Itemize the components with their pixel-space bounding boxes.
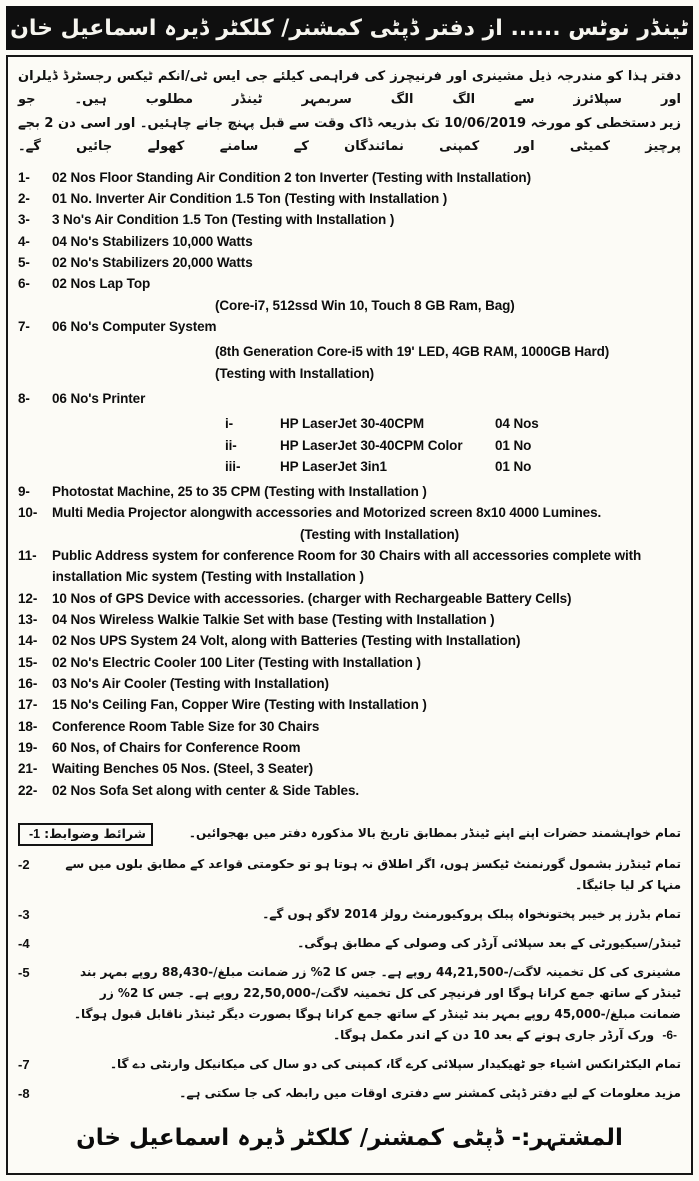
term-text: تمام خواہشمند حضرات اپنے اپنے ٹینڈر بمطابق تاریخ بالا مذکورہ دفتر میں بھجوائیں۔ (188, 826, 681, 841)
term-5-text: مشینری کی کل تخمینہ لاگت/-44,21,500 روپے ہے۔ جس کا 2% زر ضمانت مبلغ/-88,430 روپے بمہر بند ٹینڈر کے ساتھ جمع کرانا ہوگا اور فرنیچر کی کل تخمینہ لاگت/-22,50,000 روپے ہے۔ جس کا 2% زر ضمانت مبلغ/-45,000 روپے بمہر بند ٹینڈر کے ساتھ جمع کرانا ہوگا بصورت دیگر ٹینڈر ناقابل قبول ہوگا۔ (73, 965, 681, 1022)
term-number: -3 (18, 907, 30, 923)
notice-header-bar (6, 6, 693, 50)
item-number: 8- (18, 390, 30, 406)
item-number: 14- (18, 633, 38, 649)
term-text: تمام الیکٹرانکس اشیاء جو ٹھیکیدار سپلائی کرے گا، کمپنی کی دو سال کی میکانیکل وارنٹی دے گا۔ (109, 1057, 681, 1072)
advertiser-signature: المشتہر:- ڈپٹی کمشنر/ کلکٹر ڈیرہ اسماعیل خان (76, 1125, 623, 1151)
item-number: 10- (18, 505, 38, 521)
tender-item-6 (18, 273, 681, 294)
printer-name: HP LaserJet 30-40CPM (280, 416, 425, 432)
item-text: Waiting Benches 05 Nos. (Steel, 3 Seater) (52, 761, 313, 777)
intro-paragraph (18, 65, 681, 159)
item-number: 7- (18, 318, 30, 334)
tender-item-19 (18, 737, 681, 758)
item-number: 21- (18, 761, 38, 777)
item-number: 18- (18, 718, 38, 734)
item-number: 22- (18, 782, 38, 798)
term-row-1 (18, 823, 681, 846)
printer-qty: 04 Nos (495, 416, 539, 432)
item-text: 02 No's Electric Cooler 100 Liter (Testing with Installation ) (52, 654, 421, 670)
tender-item-16 (18, 673, 681, 694)
tender-item-3 (18, 209, 681, 230)
item-number: 12- (18, 590, 38, 606)
tender-item-9 (18, 481, 681, 502)
tender-item-12 (18, 588, 681, 609)
tender-item-7 (18, 316, 681, 337)
printer-roman: ii- (225, 437, 237, 453)
item-number: 4- (18, 233, 30, 249)
item-text: 3 No's Air Condition 1.5 Ton (Testing with Installation ) (52, 212, 395, 228)
term-number: -8 (18, 1086, 30, 1102)
printer-row-1 (18, 413, 681, 434)
tender-item-17 (18, 694, 681, 715)
printer-qty: 01 No (495, 437, 532, 453)
item-text: Conference Room Table Size for 30 Chairs (52, 718, 320, 734)
tender-item-2 (18, 188, 681, 209)
intro-line-2: زیر دستخطی کو مورخہ 10/06/2019 تک بذریعہ ڈاک وقت سے قبل پہنچ جانے چاہئیں۔ اور اسی دن 2 بجے پرچیز کمیٹی اور کمپنی نمائندگان کے سامنے کھولے جائیں گے۔ (18, 115, 681, 155)
term-text: تمام بڈرز پر خیبر پختونخواہ پبلک پروکیورمنٹ رولز 2014 لاگو ہوں گے۔ (262, 907, 681, 922)
item-number: 19- (18, 740, 38, 756)
tender-item-8 (18, 388, 681, 409)
item-10-spec: (Testing with Installation) (300, 526, 460, 542)
item-text: 01 No. Inverter Air Condition 1.5 Ton (Testing with Installation ) (52, 190, 448, 206)
printer-row-2 (18, 435, 681, 456)
term-text: تمام ٹینڈرز بشمول گورنمنٹ ٹیکسز ہوں، اگر اطلاق نہ ہوتا ہو تو حکومتی قواعد کے مطابق بلوں میں سے منہا کر لیا جائیگا۔ (65, 857, 681, 893)
term-row-3 (18, 904, 681, 925)
item-text: Public Address system for conference Room for 30 Chairs with all accessories complete with installation Mic system (Testing with Installation ) (52, 548, 642, 585)
notice-title: ٹینڈر نوٹس ...... از دفتر ڈپٹی کمشنر/ کلکٹر ڈیرہ اسماعیل خان (10, 15, 689, 41)
term-row-4 (18, 933, 681, 954)
printer-name: HP LaserJet 3in1 (280, 458, 387, 474)
term-text: ٹینڈر/سیکیورٹی کے بعد سپلائی آرڈر کی وصولی کے مطابق ہوگی۔ (297, 936, 681, 951)
item-number: 2- (18, 190, 30, 206)
item-number: 13- (18, 612, 38, 628)
term-6-text: ورک آرڈر جاری ہونے کے بعد 10 دن کے اندر مکمل ہوگا۔ (333, 1028, 655, 1043)
item-text: 02 No's Stabilizers 20,000 Watts (52, 254, 253, 270)
item-text: 10 Nos of GPS Device with accessories. (charger with Rechargeable Battery Cells) (52, 590, 572, 606)
tender-item-4 (18, 231, 681, 252)
tender-item-5 (18, 252, 681, 273)
tender-item-11 (18, 545, 681, 588)
printer-roman: iii- (225, 458, 241, 474)
item-number: 5- (18, 254, 30, 270)
term-number: -4 (18, 936, 30, 952)
item-number: 3- (18, 212, 30, 228)
item-6-spec: (Core-i7, 512ssd Win 10, Touch 8 GB Ram, Bag) (215, 297, 515, 313)
term-6-number: -6- (662, 1028, 677, 1043)
notice-body (6, 55, 693, 1175)
tender-item-13 (18, 609, 681, 630)
item-number: 1- (18, 169, 30, 185)
intro-line-1: دفتر ہذا کو مندرجہ ذیل مشینری اور فرنیچرز کی فراہمی کیلئے جی ایس ٹی/انکم ٹیکس رجسٹرڈ ڈیلران اور سپلائرز سے الگ الگ سربمہر ٹینڈر مطلوب ہیں۔ جو (18, 69, 681, 108)
tender-items-list (18, 167, 681, 802)
term-text: مزید معلومات کے لیے دفتر ڈپٹی کمشنر سے دفتری اوقات میں رابطہ کی جا سکتی ہے۔ (179, 1086, 681, 1101)
term-row-2 (18, 854, 681, 896)
tender-item-21 (18, 758, 681, 779)
item-number: 9- (18, 484, 30, 500)
term-number: -7 (18, 1057, 30, 1073)
printer-name: HP LaserJet 30-40CPM Color (280, 437, 463, 453)
item-number: 16- (18, 676, 38, 692)
item-text: 02 Nos Floor Standing Air Condition 2 ton Inverter (Testing with Installation) (52, 169, 531, 185)
item-number: 17- (18, 697, 38, 713)
term-number: -2 (18, 857, 30, 873)
item-number: 15- (18, 654, 38, 670)
term-row-8 (18, 1083, 681, 1104)
item-number: 6- (18, 276, 30, 292)
terms-heading (18, 823, 153, 846)
item-text: Multi Media Projector alongwith accessories and Motorized screen 8x10 4000 Lumines. (52, 505, 602, 521)
item-text: 02 Nos UPS System 24 Volt, along with Batteries (Testing with Installation) (52, 633, 521, 649)
item-number: 11- (18, 548, 37, 564)
item-text: Photostat Machine, 25 to 35 CPM (Testing with Installation ) (52, 484, 427, 500)
term-number: -5 (18, 965, 30, 981)
item-text: 06 No's Computer System (52, 318, 217, 334)
tender-item-22 (18, 780, 681, 801)
tender-item-10 (18, 502, 681, 523)
item-7-spec-2: (Testing with Installation) (215, 365, 375, 381)
term-text (60, 962, 681, 1046)
term-row-7 (18, 1054, 681, 1075)
term-row-5-6 (18, 962, 681, 1046)
printer-qty: 01 No (495, 458, 532, 474)
item-text: 04 Nos Wireless Walkie Talkie Set with base (Testing with Installation ) (52, 612, 495, 628)
item-text: 02 Nos Sofa Set along with center & Side Tables. (52, 782, 360, 798)
item-text: 06 No's Printer (52, 390, 146, 406)
printer-row-3 (18, 456, 681, 477)
item-text: 03 No's Air Cooler (Testing with Installation) (52, 676, 329, 692)
item-text: 15 No's Ceiling Fan, Copper Wire (Testing with Installation ) (52, 697, 427, 713)
terms-heading-label: شرائط وضوابط: (44, 826, 146, 842)
term-number: -1 (29, 827, 41, 842)
tender-item-15 (18, 652, 681, 673)
tender-item-1 (18, 167, 681, 188)
item-text: 02 Nos Lap Top (52, 276, 151, 292)
item-text: 04 No's Stabilizers 10,000 Watts (52, 233, 253, 249)
item-7-spec-1: (8th Generation Core-i5 with 19' LED, 4GB RAM, 1000GB Hard) (215, 344, 610, 360)
terms-and-conditions (18, 815, 681, 1104)
printer-roman: i- (225, 416, 234, 432)
item-text: 60 Nos, of Chairs for Conference Room (52, 740, 301, 756)
tender-item-18 (18, 716, 681, 737)
tender-item-14 (18, 630, 681, 651)
